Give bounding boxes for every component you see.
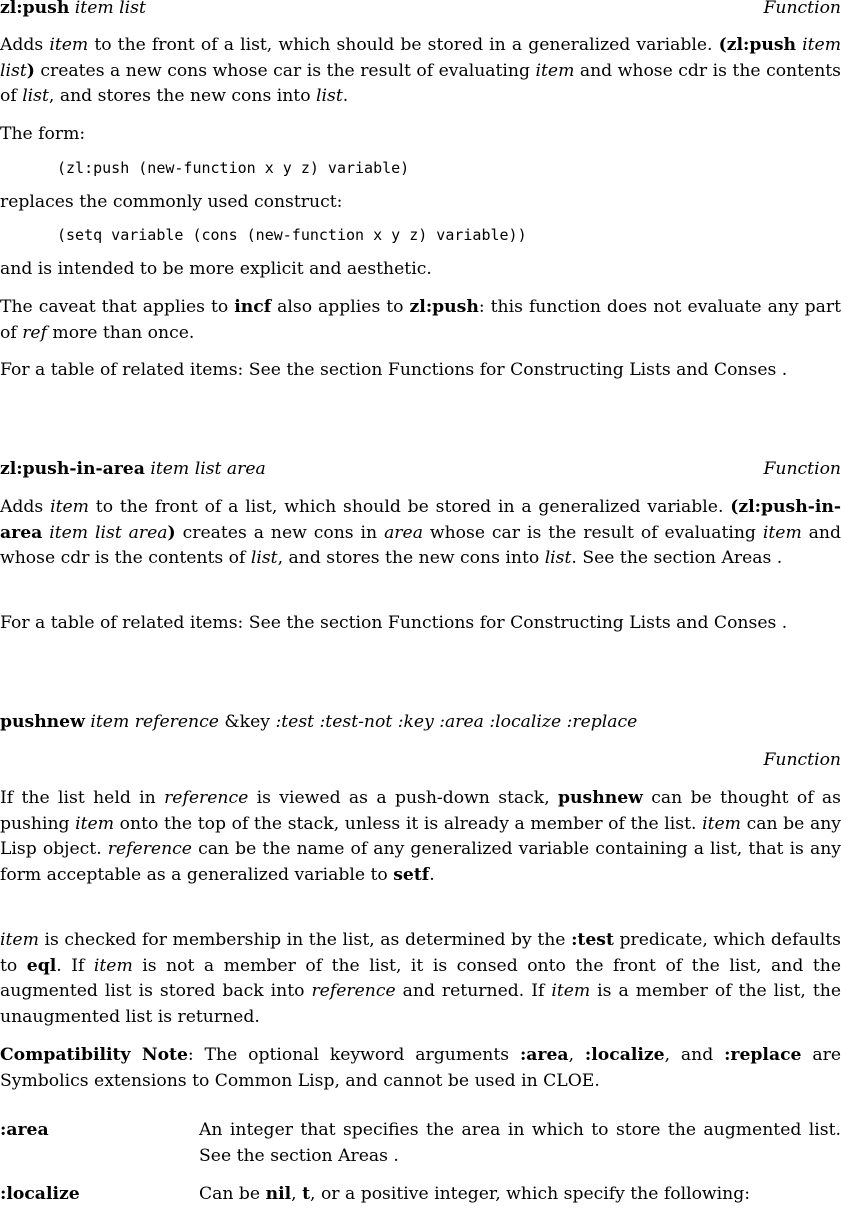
- push-in-area-related-link[interactable]: For a table of related items: See the section Functions for Constructing Lists and Conses .: [0, 613, 788, 633]
- pushnew-membership-paragraph: item is checked for membership in the list, as determined by the :test predicate, which defaults to eql. If item is not a member of the list, it is consed onto the front of the list, and the augmented list is stored back into reference and returned. If item is a member of the list, the unaugmented list is returned.: [0, 930, 841, 1027]
- pushnew-description: If the list held in reference is viewed as a push-down stack, pushnew can be thought of as pushing item onto the top of the stack, unless it is already a member of the list. item can be any Lisp object. reference can be the name of any generalized variable containing a list, that is any form acceptable as a generalized variable to setf.: [0, 788, 841, 885]
- push-caveat: The caveat that applies to incf also applies to zl:push: this function does not evaluate any part of ref more than once.: [0, 297, 841, 343]
- push-in-area-signature: [0, 457, 266, 483]
- pushnew-function-name: pushnew: [0, 712, 85, 732]
- push-description: Adds item to the front of a list, which should be stored in a generalized variable. (zl:push item list) creates a new cons whose car is the result of evaluating item and whose cdr is the contents of list, and stores the new cons into list.: [0, 35, 841, 106]
- push-signature: [0, 0, 146, 22]
- push-in-area-kind-label: Function: [763, 459, 841, 479]
- push-intended-text: and is intended to be more explicit and aesthetic.: [0, 259, 432, 279]
- option-term: :area: [0, 1120, 49, 1140]
- pushnew-kind-label: Function: [763, 750, 841, 770]
- push-form-intro: The form:: [0, 124, 86, 144]
- option-area-row: [0, 1118, 841, 1173]
- push-function-name: zl:push: [0, 0, 70, 18]
- pushnew-keyword-args: :test :test-not :key :area :localize :replace: [275, 712, 638, 732]
- pushnew-key-marker: &key: [224, 712, 270, 732]
- setq-code-example: (setq variable (cons (new-function x y z) variable)): [57, 226, 527, 244]
- push-entry-header: [0, 0, 841, 22]
- option-term: :localize: [0, 1184, 80, 1204]
- push-related-link[interactable]: For a table of related items: See the section Functions for Constructing Lists and Conses .: [0, 360, 788, 380]
- pushnew-args: item reference: [90, 712, 219, 732]
- push-kind-label: Function: [763, 0, 841, 18]
- push-in-area-description: Adds item to the front of a list, which should be stored in a generalized variable. (zl:push-in-area item list area) creates a new cons in area whose car is the result of evaluating item and whose cdr is the contents of list, and stores the new cons into list. See the section Areas .: [0, 497, 841, 568]
- push-code-example: (zl:push (new-function x y z) variable): [57, 159, 410, 177]
- option-definition: An integer that specifies the area in which to store the augmented list. See the section Areas .: [199, 1120, 841, 1166]
- push-in-area-args: item list area: [150, 459, 266, 479]
- push-in-area-function-name: zl:push-in-area: [0, 459, 145, 479]
- push-args: item list: [74, 0, 146, 18]
- pushnew-signature: [0, 710, 841, 736]
- compatibility-note: Compatibility Note: The optional keyword arguments :area, :localize, and :replace are Symbolics extensions to Common Lisp, and cannot be used in CLOE.: [0, 1045, 841, 1091]
- push-replaces-text: replaces the commonly used construct:: [0, 192, 343, 212]
- option-definition: Can be nil, t, or a positive integer, which specify the following:: [199, 1184, 751, 1204]
- push-in-area-entry-header: [0, 457, 841, 483]
- option-localize-row: [0, 1182, 841, 1208]
